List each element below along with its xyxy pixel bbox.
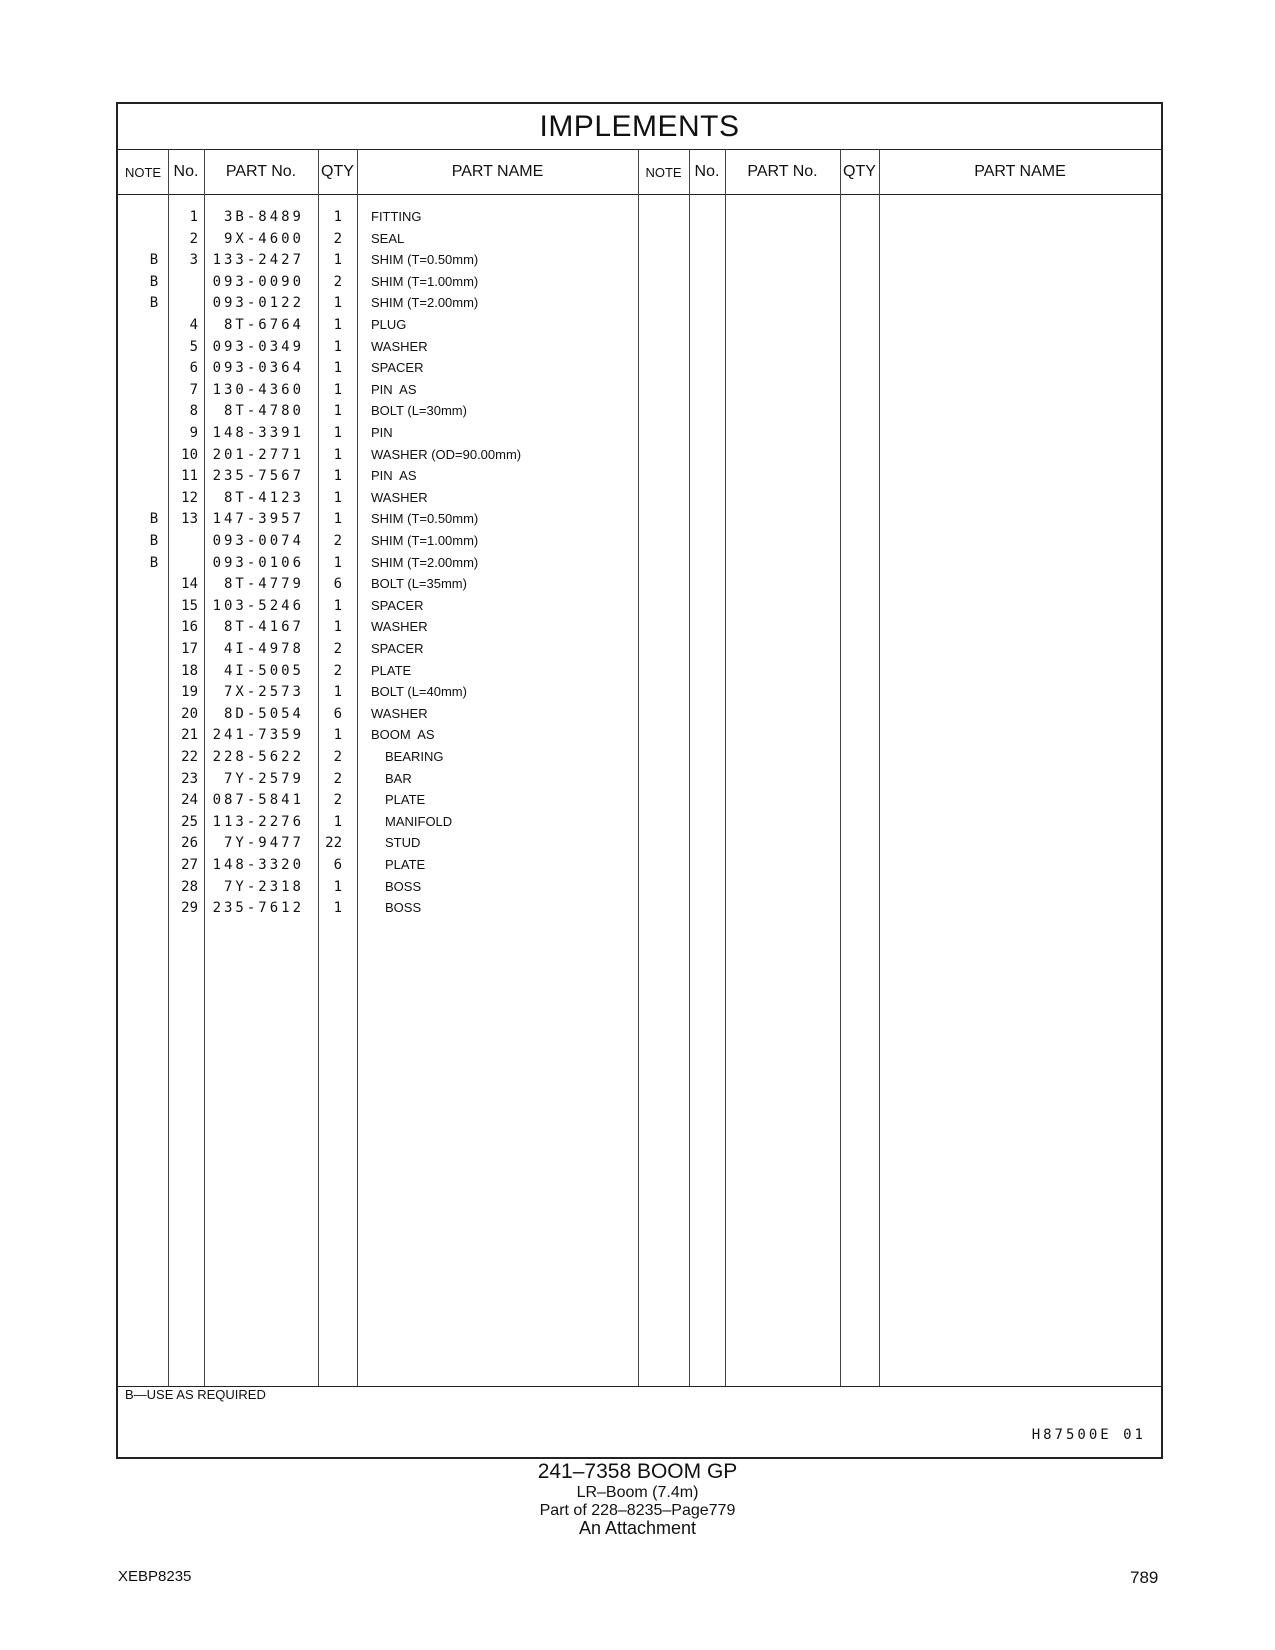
part-number: 8T-4779: [223, 576, 304, 593]
part-number: 7X-2573: [223, 684, 304, 701]
part-item-number: 16: [181, 619, 198, 636]
caption-description: LR–Boom (7.4m): [576, 1484, 699, 1501]
part-name: PLATE: [371, 662, 412, 678]
part-item-number: 18: [181, 662, 198, 679]
part-name: SHIM (T=1.00mm): [371, 273, 479, 289]
part-item-number: 9: [189, 425, 198, 441]
part-number: 093-0074: [212, 533, 304, 549]
part-name: PIN AS: [371, 381, 417, 397]
part-quantity: 1: [333, 878, 342, 895]
header-part-name-left: PART NAME: [451, 163, 544, 180]
part-number: 093-0090: [212, 273, 304, 290]
caption-parent-reference: Part of 228–8235–Page779: [539, 1502, 736, 1519]
part-number: 4I-4978: [223, 641, 304, 657]
part-number: 235-7567: [212, 468, 304, 485]
part-note: [148, 400, 160, 422]
part-row: [118, 768, 1161, 790]
header-qty-right: QTY: [843, 163, 876, 180]
part-number: 8T-6764: [223, 317, 304, 333]
part-row: [118, 854, 1161, 876]
part-quantity: 1: [333, 425, 342, 441]
part-note: B: [149, 252, 159, 269]
part-quantity: 1: [333, 468, 342, 485]
part-quantity: 1: [333, 813, 342, 830]
part-note: [148, 336, 160, 358]
part-row: [118, 508, 1161, 530]
part-quantity: 1: [333, 403, 342, 420]
part-note: [148, 616, 160, 638]
header-no-right: No.: [694, 163, 720, 180]
header-divider: [118, 194, 1161, 195]
part-item-number: 19: [181, 684, 198, 701]
part-quantity: 6: [333, 705, 342, 722]
part-item-number: 2: [189, 230, 198, 247]
part-item-number: 21: [181, 727, 198, 744]
part-note: [148, 789, 160, 811]
part-row: [118, 206, 1161, 228]
part-row: [118, 336, 1161, 358]
part-note: [148, 724, 160, 746]
part-item-number: [168, 552, 198, 574]
part-name: WASHER: [371, 338, 428, 354]
part-name: SHIM (T=1.00mm): [371, 533, 479, 548]
header-part-no-right: PART No.: [747, 163, 818, 180]
part-note: B: [149, 273, 159, 290]
footer-divider: [118, 1386, 1161, 1387]
part-quantity: 6: [333, 857, 342, 873]
section-title: IMPLEMENTS: [539, 109, 740, 143]
part-name: WASHER: [371, 619, 428, 635]
part-quantity: 1: [333, 597, 342, 614]
part-name: WASHER (OD=90.00mm): [371, 446, 522, 462]
part-number: 8T-4780: [223, 403, 304, 420]
part-item-number: 5: [189, 338, 198, 355]
part-name: BOOM AS: [371, 727, 435, 743]
part-number: 7Y-2318: [223, 878, 304, 895]
header-part-no-left: PART No.: [225, 163, 297, 180]
header-note-left: NOTE: [124, 164, 162, 180]
part-row: [118, 249, 1161, 271]
part-quantity: 2: [333, 792, 342, 809]
part-number: 087-5841: [212, 792, 304, 809]
part-note: [148, 897, 160, 919]
part-note: [148, 703, 160, 725]
part-item-number: 23: [181, 770, 198, 787]
part-note: [148, 660, 160, 682]
part-number: 8T-4123: [223, 489, 304, 506]
part-name: WASHER: [371, 489, 428, 505]
part-name: WASHER: [371, 705, 428, 721]
part-note: B: [149, 295, 159, 312]
part-item-number: 6: [189, 360, 198, 377]
part-item-number: 7: [189, 381, 198, 398]
header-note-right: NOTE: [645, 164, 682, 180]
part-name: SHIM (T=0.50mm): [371, 252, 479, 268]
part-note: [148, 357, 160, 379]
part-quantity: 22: [325, 835, 342, 852]
part-name: PLUG: [371, 317, 407, 332]
part-number: 235-7612: [212, 900, 304, 917]
part-number: 113-2276: [212, 813, 304, 830]
part-row: [118, 616, 1161, 638]
part-number: 228-5622: [212, 749, 304, 765]
header-qty-left: QTY: [321, 163, 354, 180]
part-item-number: 13: [181, 511, 198, 528]
part-name: PIN AS: [371, 468, 417, 484]
part-row: [118, 811, 1161, 833]
part-quantity: 2: [333, 770, 342, 787]
part-row: [118, 660, 1161, 682]
part-name: SHIM (T=2.00mm): [371, 295, 479, 311]
part-note: [148, 854, 160, 876]
part-name: BOLT (L=40mm): [371, 684, 467, 700]
part-number: 093-0122: [212, 295, 304, 312]
part-row: [118, 573, 1161, 595]
part-number: 148-3391: [212, 425, 304, 441]
part-note: [148, 746, 160, 768]
part-number: 7Y-2579: [223, 770, 304, 787]
header-part-name-right: PART NAME: [974, 163, 1066, 180]
part-item-number: 28: [181, 878, 198, 895]
part-item-number: 15: [181, 597, 198, 614]
part-name: BOSS: [385, 878, 422, 894]
part-note: [148, 228, 160, 250]
part-item-number: 29: [181, 900, 198, 917]
part-row: [118, 681, 1161, 703]
part-row: [118, 530, 1161, 552]
part-number: 103-5246: [212, 597, 304, 614]
part-name: BOLT (L=35mm): [371, 576, 467, 592]
part-note: [148, 314, 160, 336]
part-row: [118, 487, 1161, 509]
part-number: 093-0349: [212, 338, 304, 355]
part-quantity: 1: [333, 295, 342, 312]
part-note: B: [149, 554, 159, 571]
part-number: 8T-4167: [223, 619, 304, 636]
part-number: 130-4360: [212, 381, 304, 398]
part-name: BOSS: [385, 900, 422, 916]
part-name: BEARING: [385, 749, 444, 764]
part-item-number: 11: [181, 468, 198, 485]
part-note: [148, 811, 160, 833]
part-row: [118, 746, 1161, 768]
part-name: SEAL: [371, 230, 405, 246]
part-number: 093-0106: [212, 554, 304, 571]
part-number: 3B-8489: [223, 209, 304, 225]
part-item-number: 22: [181, 749, 198, 765]
part-name: SHIM (T=2.00mm): [371, 554, 479, 570]
part-name: SPACER: [371, 597, 424, 613]
part-item-number: 26: [181, 835, 198, 852]
footnote: B—USE AS REQUIRED: [125, 1387, 266, 1402]
part-quantity: 2: [333, 749, 342, 765]
part-item-number: 14: [181, 576, 198, 593]
part-row: [118, 832, 1161, 854]
part-quantity: 2: [333, 533, 342, 549]
part-note: [148, 573, 160, 595]
part-row: [118, 400, 1161, 422]
part-number: 9X-4600: [223, 230, 304, 247]
part-row: [118, 314, 1161, 336]
part-item-number: [168, 292, 198, 314]
part-row: [118, 876, 1161, 898]
document-id: XEBP8235: [118, 1568, 192, 1585]
part-quantity: 1: [333, 317, 342, 333]
part-quantity: 2: [333, 662, 342, 679]
parts-table-frame: [116, 102, 1163, 1459]
part-note: [148, 422, 160, 444]
part-row: [118, 271, 1161, 293]
part-quantity: 1: [333, 338, 342, 355]
part-name: MANIFOLD: [385, 813, 453, 829]
part-note: B: [149, 533, 159, 549]
page-number: 789: [1130, 1568, 1159, 1587]
part-quantity: 1: [333, 554, 342, 571]
part-quantity: 1: [333, 684, 342, 701]
part-quantity: 1: [333, 511, 342, 528]
part-name: SPACER: [371, 641, 424, 656]
part-number: 8D-5054: [223, 705, 304, 722]
part-quantity: 1: [333, 381, 342, 398]
part-row: [118, 552, 1161, 574]
part-note: [148, 487, 160, 509]
part-item-number: 10: [181, 446, 198, 463]
part-number: 4I-5005: [223, 662, 304, 679]
part-item-number: [168, 530, 198, 552]
part-name: SHIM (T=0.50mm): [371, 511, 479, 527]
part-number: 148-3320: [212, 857, 304, 873]
part-row: [118, 422, 1161, 444]
part-name: SPACER: [371, 360, 424, 376]
part-note: [148, 465, 160, 487]
part-note: [148, 595, 160, 617]
part-row: [118, 638, 1161, 660]
part-row: [118, 228, 1161, 250]
part-quantity: 2: [333, 273, 342, 290]
part-item-number: 25: [181, 813, 198, 830]
part-note: [148, 876, 160, 898]
part-note: [148, 832, 160, 854]
part-note: [148, 444, 160, 466]
part-number: 147-3957: [212, 511, 304, 528]
part-quantity: 6: [333, 576, 342, 593]
part-row: [118, 292, 1161, 314]
part-name: STUD: [385, 835, 421, 851]
part-quantity: 2: [333, 230, 342, 247]
part-note: [148, 768, 160, 790]
part-number: 093-0364: [212, 360, 304, 377]
part-row: [118, 465, 1161, 487]
part-quantity: 1: [333, 900, 342, 917]
part-note: [148, 681, 160, 703]
part-row: [118, 357, 1161, 379]
part-quantity: 2: [333, 641, 342, 657]
part-quantity: 1: [333, 252, 342, 269]
part-quantity: 1: [333, 446, 342, 463]
reference-code: H87500E 01: [1031, 1427, 1146, 1443]
caption-group-title: 241–7358 BOOM GP: [537, 1460, 738, 1483]
part-note: [148, 638, 160, 660]
caption-category: An Attachment: [578, 1518, 697, 1538]
part-number: 7Y-9477: [223, 835, 304, 852]
part-row: [118, 379, 1161, 401]
part-quantity: 1: [333, 360, 342, 377]
part-name: PIN: [371, 425, 393, 440]
part-row: [118, 897, 1161, 919]
part-row: [118, 595, 1161, 617]
part-number: 201-2771: [212, 446, 304, 463]
part-item-number: [168, 271, 198, 293]
part-row: [118, 789, 1161, 811]
part-quantity: 1: [333, 619, 342, 636]
part-item-number: 24: [181, 792, 198, 809]
header-no-left: No.: [173, 163, 199, 180]
part-name: BAR: [385, 770, 412, 786]
part-quantity: 1: [333, 209, 342, 225]
part-name: FITTING: [371, 209, 422, 224]
part-item-number: 4: [189, 317, 198, 333]
part-quantity: 1: [333, 489, 342, 506]
part-note: [148, 206, 160, 228]
part-number: 241-7359: [212, 727, 304, 744]
part-row: [118, 724, 1161, 746]
part-item-number: 3: [189, 252, 198, 269]
part-name: BOLT (L=30mm): [371, 403, 467, 419]
part-name: PLATE: [385, 857, 426, 872]
part-note: B: [149, 511, 159, 528]
part-item-number: 27: [181, 857, 198, 873]
part-row: [118, 444, 1161, 466]
part-item-number: 12: [181, 489, 198, 506]
part-item-number: 1: [189, 209, 198, 225]
part-item-number: 17: [181, 641, 198, 657]
part-row: [118, 703, 1161, 725]
part-item-number: 20: [181, 705, 198, 722]
part-quantity: 1: [333, 727, 342, 744]
part-item-number: 8: [189, 403, 198, 420]
part-number: 133-2427: [212, 252, 304, 269]
part-name: PLATE: [385, 792, 426, 808]
part-note: [148, 379, 160, 401]
